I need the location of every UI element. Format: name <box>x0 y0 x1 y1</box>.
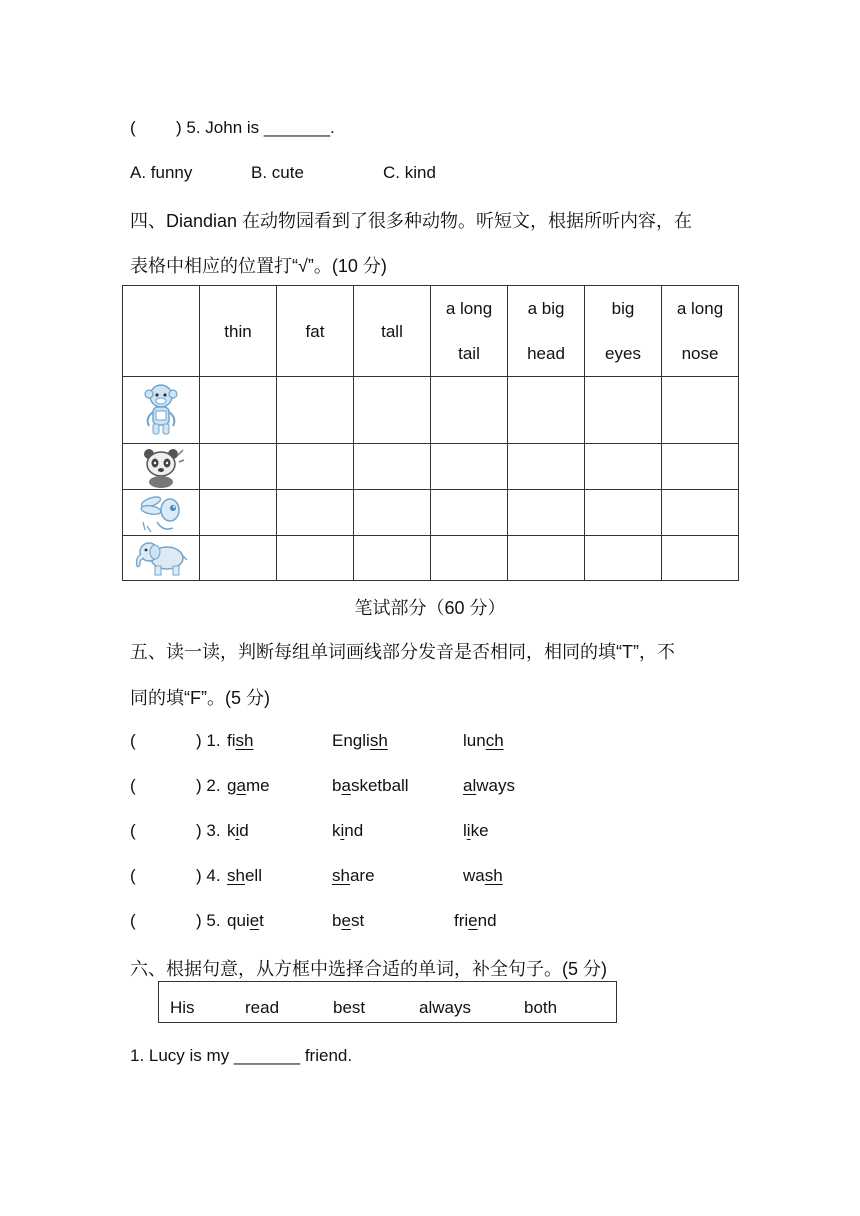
answer-paren[interactable]: ( <box>130 821 136 840</box>
cell[interactable] <box>277 444 354 490</box>
header-long-nose-line-1: a long <box>676 299 724 318</box>
word-3 <box>463 731 504 751</box>
word-bank-word: His <box>170 998 195 1017</box>
table-row-monkey <box>123 377 739 444</box>
word-part: st <box>350 911 365 930</box>
section-6-question-1: 1. Lucy is my _______ friend. <box>130 1046 353 1065</box>
cell[interactable] <box>200 536 277 581</box>
underlined-part: sh <box>227 866 245 885</box>
cell[interactable] <box>662 536 739 581</box>
word-part: nd <box>477 911 497 930</box>
written-part-heading: 笔试部分（60 分） <box>354 598 506 618</box>
word-bank-box <box>158 981 617 1023</box>
word-part: are <box>349 866 375 885</box>
header-long-tail <box>431 286 508 377</box>
cell[interactable] <box>200 490 277 536</box>
header-big-eyes-line-1: big <box>611 299 635 318</box>
word-part: ke <box>470 821 489 840</box>
cell[interactable] <box>354 536 431 581</box>
underlined-part: a <box>341 776 351 795</box>
word-1 <box>227 776 270 796</box>
word-part: me <box>245 776 270 795</box>
underlined-part: i <box>235 821 240 840</box>
word-3 <box>454 911 497 931</box>
cell[interactable] <box>585 490 662 536</box>
question-5-stem: ) 5. John is _______. <box>176 118 335 137</box>
underlined-part: al <box>463 776 477 795</box>
cell[interactable] <box>277 377 354 444</box>
word-part: d <box>239 821 249 840</box>
cell[interactable] <box>508 444 585 490</box>
animal-features-table <box>122 285 739 581</box>
question-number: ) 3. <box>196 821 221 840</box>
section-4-title-line-2: 表格中相应的位置打“√”。(10 分) <box>130 256 387 276</box>
word-part: lun <box>463 731 486 750</box>
panda-icon-cell <box>123 444 200 490</box>
cell[interactable] <box>354 444 431 490</box>
word-2 <box>332 776 409 796</box>
question-number: ) 1. <box>196 731 221 750</box>
underlined-part: e <box>249 911 260 930</box>
header-blank-cell <box>123 286 200 377</box>
table-row-panda <box>123 444 739 490</box>
word-1 <box>227 911 264 931</box>
table-row-elephant <box>123 536 739 581</box>
underlined-part: ch <box>485 731 504 750</box>
elephant-icon-cell <box>123 536 200 581</box>
word-bank-word: best <box>333 998 366 1017</box>
cell[interactable] <box>662 444 739 490</box>
table-header-row <box>123 286 739 377</box>
word-3 <box>463 821 489 841</box>
answer-paren[interactable]: ( <box>130 911 136 930</box>
word-2 <box>332 911 364 931</box>
word-part: b <box>332 776 342 795</box>
table-row-rabbit <box>123 490 739 536</box>
panda-icon <box>137 446 185 488</box>
rabbit-icon <box>137 492 185 534</box>
question-5-option-a: A. funny <box>130 163 193 182</box>
cell[interactable] <box>508 536 585 581</box>
word-part: wa <box>463 866 485 885</box>
question-number: ) 4. <box>196 866 221 885</box>
cell[interactable] <box>585 536 662 581</box>
underlined-part: a <box>236 776 246 795</box>
word-part: ell <box>244 866 262 885</box>
header-fat: fat <box>277 286 354 377</box>
cell[interactable] <box>585 444 662 490</box>
answer-paren[interactable]: ( <box>130 776 136 795</box>
word-part: ways <box>476 776 515 795</box>
word-3 <box>463 776 515 796</box>
monkey-icon <box>141 380 181 440</box>
cell[interactable] <box>200 377 277 444</box>
cell[interactable] <box>277 536 354 581</box>
word-part: fri <box>454 911 469 930</box>
word-2 <box>332 731 388 751</box>
cell[interactable] <box>354 377 431 444</box>
question-5-option-b: B. cute <box>251 163 304 182</box>
underlined-part: e <box>341 911 351 930</box>
word-bank-word: both <box>524 998 558 1017</box>
header-long-tail-line-2: tail <box>458 344 480 363</box>
question-5-paren: ( <box>130 118 136 137</box>
word-1 <box>227 866 262 886</box>
underlined-part: i <box>466 821 471 840</box>
cell[interactable] <box>277 490 354 536</box>
word-part: fi <box>227 731 236 750</box>
header-tall: tall <box>354 286 431 377</box>
word-1 <box>227 731 253 751</box>
cell[interactable] <box>662 377 739 444</box>
cell[interactable] <box>508 377 585 444</box>
section-6-title: 六、根据句意，从方框中选择合适的单词，补全句子。(5 分) <box>130 959 607 979</box>
section-5-title-line-2: 同的填“F”。(5 分) <box>130 688 270 708</box>
underlined-part: i <box>340 821 345 840</box>
word-bank-word: always <box>419 998 471 1017</box>
answer-paren[interactable]: ( <box>130 866 136 885</box>
cell[interactable] <box>431 536 508 581</box>
cell[interactable] <box>200 444 277 490</box>
word-2 <box>332 866 375 886</box>
word-part: k <box>227 821 236 840</box>
word-1 <box>227 821 249 841</box>
rabbit-icon-cell <box>123 490 200 536</box>
cell[interactable] <box>354 490 431 536</box>
monkey-icon-cell <box>123 377 200 444</box>
header-long-nose <box>662 286 739 377</box>
header-big-head-line-2: head <box>527 344 565 363</box>
header-big-head-line-1: a big <box>527 299 565 318</box>
question-number: ) 2. <box>196 776 221 795</box>
header-thin: thin <box>200 286 277 377</box>
cell[interactable] <box>431 444 508 490</box>
section-5-title-line-1: 五、读一读，判断每组单词画线部分发音是否相同，相同的填“T”，不 <box>130 642 675 662</box>
word-part: nd <box>344 821 364 840</box>
word-part: Engli <box>332 731 370 750</box>
underlined-part: sh <box>235 731 254 750</box>
cell[interactable] <box>508 490 585 536</box>
word-2 <box>332 821 363 841</box>
cell[interactable] <box>585 377 662 444</box>
word-part: b <box>332 911 342 930</box>
underlined-part: sh <box>484 866 503 885</box>
underlined-part: sh <box>332 866 350 885</box>
word-part: t <box>259 911 264 930</box>
question-number: ) 5. <box>196 911 221 930</box>
section-4-title-line-1: 四、Diandian 在动物园看到了很多种动物。听短文，根据所听内容，在 <box>130 211 693 231</box>
header-long-tail-line-1: a long <box>445 299 493 318</box>
cell[interactable] <box>662 490 739 536</box>
header-big-head <box>508 286 585 377</box>
word-part: g <box>227 776 237 795</box>
header-big-eyes-line-2: eyes <box>605 344 641 363</box>
word-3 <box>463 866 503 886</box>
word-part: sketball <box>350 776 409 795</box>
word-part: l <box>463 821 467 840</box>
word-part: qui <box>227 911 250 930</box>
elephant-icon <box>133 538 189 578</box>
word-bank-word: read <box>245 998 280 1017</box>
underlined-part: sh <box>369 731 388 750</box>
word-part: k <box>332 821 341 840</box>
answer-paren[interactable]: ( <box>130 731 136 750</box>
underlined-part: e <box>468 911 478 930</box>
question-5-option-c: C. kind <box>383 163 436 182</box>
header-big-eyes <box>585 286 662 377</box>
cell[interactable] <box>431 490 508 536</box>
header-long-nose-line-2: nose <box>681 344 719 363</box>
cell[interactable] <box>431 377 508 444</box>
